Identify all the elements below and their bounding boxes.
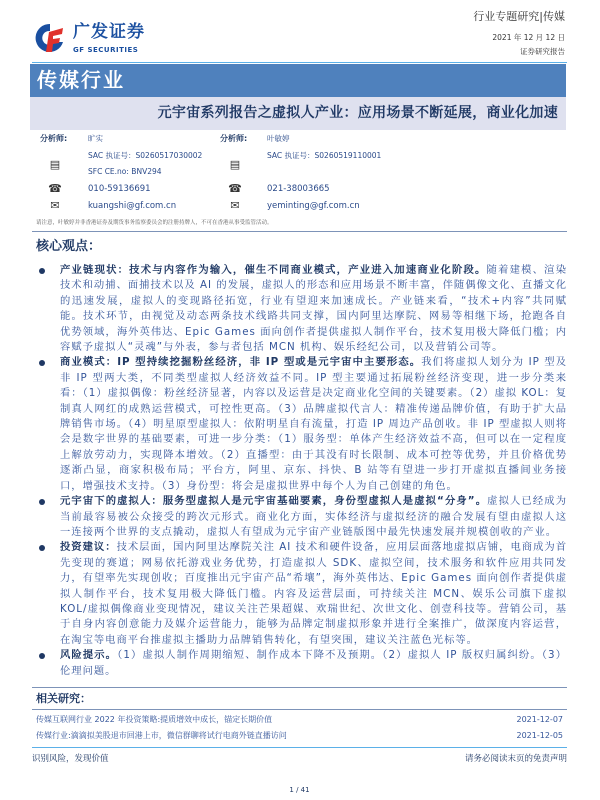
analyst-name: 叶敏婷	[267, 134, 290, 143]
analyst-email[interactable]: yeminting@gf.com.cn	[267, 201, 360, 211]
footer-disclaimer: 请务必阅读末页的免责声明	[464, 753, 567, 764]
analyst-name: 旷实	[88, 134, 103, 143]
bullet-lead: 元宇宙下的虚拟人：服务型虚拟人是元宇宙基础要素，身份型虚拟人是虚拟“分身”。	[60, 495, 488, 508]
bullet-dot-icon	[39, 653, 45, 659]
bullet-text: 技术层面，国内阿里达摩院关注 AI 技术和硬件设备，应用层面落地虚拟店铺，电商成为首先变现的赛道；网易依托游戏业务优势，打造虚拟人 SDK、虚拟空间，技术服务和软件应用共同发力，有望率先实现创收；百度推出元宇宙产品“希壤”，海外英伟达、Epic Games 面向创作者提供虚拟人制作平台，技术复用极大降低门槛。内容及运营层面，可持续关注 MCN、娱乐公司旗下虚拟 KOL/虚拟偶像商业变现情况，建议关注芒果超媒、欢瑞世纪、次世文化、创壹科技等。营销公司，基于自身内容创意能力及媒介运营能力，能够为品牌定制虚拟形象并进行全案推广，做深度内容运营，在淘宝等电商平台推虚拟主播助力品牌销售转化，有望突围，建议关注蓝色光标等。	[60, 541, 567, 646]
related-date: 2021-12-07	[516, 714, 563, 724]
bullet-text: （1）虚拟人制作周期缩短、制作成本下降不及预期。（2）虚拟人 IP 版权归属纠纷。（3）伦理问题。	[60, 649, 568, 677]
related-item[interactable]	[32, 728, 567, 744]
report-type: 证券研究报告	[520, 47, 565, 56]
main-flow	[32, 239, 567, 795]
related-title[interactable]: 传媒互联网行业 2022 年投资策略:提质增效中成长，锚定长期价值	[36, 714, 273, 724]
email-icon: ✉	[230, 199, 240, 212]
bullet-text: 虚拟人已经成为当前最容易被公众接受的跨次元形式。商业化方面，实体经济与虚拟经济的融合发展有望由虚拟人这一连接两个世界的支点撬动，虚拟人有望成为元宇宙产业链版图中最先快速发展并规模创收的产业。	[60, 495, 567, 538]
bullet-dot-icon	[39, 268, 45, 274]
bullet-text: 我们将虚拟人划分为 IP 型及非 IP 型两大类，不同类型虚拟人经济效益不同。IP 型主要通过拓展粉丝经济变现，进一步分类来看：（1）虚拟偶像：粉丝经济显著，内容以及运营是决定商业化空间的关键要素。（2）虚拟 KOL：复制真人网红的成熟运营模式，可控性更高。（3）品牌虚拟代言人：精准传递品牌价值，有助于扩大品牌销售市场。（4）明星原型虚拟人：依附明星自有流量，打造 IP 周边产品创收。非 IP 型虚拟人则将会是数字世界的基础要素，可进一步分类：（1）服务型：单体产生经济效益不高，但可以在一定程度上解放劳动力，实现降本增效。（2）直播型：由于其没有时长限制、成本可控等优势，并且价格优势逐渐凸显，商家积极布局；平台方，阿里、京东、抖快、B 站等有望进一步打开虚拟直播间业务接口，增强技术支持。（3）身份型：将会是虚拟世界中每个人为自己创建的角色。	[60, 356, 567, 492]
analyst-sac: SAC 执证号：S0260519110001	[267, 151, 382, 160]
analyst-sac: SAC 执证号：S0260517030002	[88, 151, 203, 160]
related-title[interactable]: 传媒行业:滴滴拟美股退市回港上市，微信群聊将试行电商外链直播访问	[36, 730, 287, 740]
logo-mark-icon	[35, 22, 65, 54]
license-note: 请注意，叶敏婷并非香港证券及期货事务监察委员会的注册持牌人，不可在香港从事受监管活动。	[36, 220, 273, 226]
analyst-label: 分析师:	[40, 134, 68, 143]
related-item[interactable]	[32, 712, 567, 728]
analyst-sfc: SFC CE.no: BNV294	[88, 167, 162, 176]
core-views-heading: 核心观点：	[36, 239, 102, 254]
report-category: 行业专题研究|传媒	[473, 10, 565, 23]
email-icon: ✉	[50, 199, 60, 212]
report-date: 2021 年 12 月 12 日	[492, 33, 565, 42]
analyst-phone: 010-59136691	[88, 184, 151, 194]
bullet-investment	[36, 540, 567, 648]
bullet-lead: 产业链现状：技术与内容作为输入，催生不同商业模式，产业进入加速商业化阶段。	[60, 264, 487, 276]
logo-text-en: GF SECURITIES	[73, 46, 139, 54]
bullet-dot-icon	[39, 545, 45, 551]
industry-title: 传媒行业	[30, 64, 566, 97]
footer	[32, 748, 567, 765]
related-date: 2021-12-05	[516, 730, 563, 740]
related-heading: 相关研究：	[36, 691, 91, 705]
bullet-risk	[36, 648, 567, 679]
certificate-icon: ▤	[229, 158, 241, 171]
bullet-lead: 风险提示。	[60, 649, 118, 662]
phone-icon: ☎	[228, 182, 242, 195]
bullet-lead: 商业模式：IP 型持续挖掘粉丝经济，非 IP 型或是元宇宙中主要形态。	[60, 356, 422, 369]
bullet-text: 随着建模、渲染技术和动捕、面捕技术以及 AI 的发展，虚拟人的形态和应用场景不断丰富，伴随偶像文化、直播文化的迅速发展，虚拟人的变现路径拓宽，行业有望迎来加速成长。产业链来看，“技术+内容”共同赋能。技术环节，由视觉及动态两条技术线路共同支撑，国内阿里达摩院、网易等相继下场，抢跑各自优势领域，海外英伟达、Epic Games 面向创作者提供虚拟人制作平台，技术复用极大降低门槛；内容赋予虚拟人“灵魂”与外表，参与者包括 MCN 机构、娱乐经纪公司，以及营销公司等。	[60, 264, 568, 354]
bullet-dot-icon	[39, 499, 45, 505]
logo-text-cn: 广发证券	[73, 22, 145, 42]
bullet-industry-chain	[36, 263, 567, 355]
analyst-phone: 021-38003665	[267, 184, 330, 194]
section-divider	[32, 231, 567, 232]
footer-slogan: 识别风险，发现价值	[32, 753, 109, 764]
report-subtitle: 元宇宙系列报告之虚拟人产业：应用场景不断延展，商业化加速	[30, 97, 566, 130]
page-number: 1 / 41	[289, 785, 310, 794]
bullet-business-model	[36, 355, 567, 494]
phone-icon: ☎	[48, 182, 62, 195]
section-divider	[32, 709, 567, 710]
certificate-icon: ▤	[49, 158, 61, 171]
bullet-dot-icon	[39, 360, 45, 366]
analyst-email[interactable]: kuangshi@gf.com.cn	[88, 201, 177, 211]
analyst-label: 分析师:	[220, 134, 248, 143]
core-views-list	[32, 263, 567, 679]
gf-securities-logo	[35, 22, 165, 58]
bullet-lead: 投资建议：	[60, 541, 117, 554]
header-divider	[32, 62, 567, 63]
bullet-metaverse	[36, 494, 567, 540]
